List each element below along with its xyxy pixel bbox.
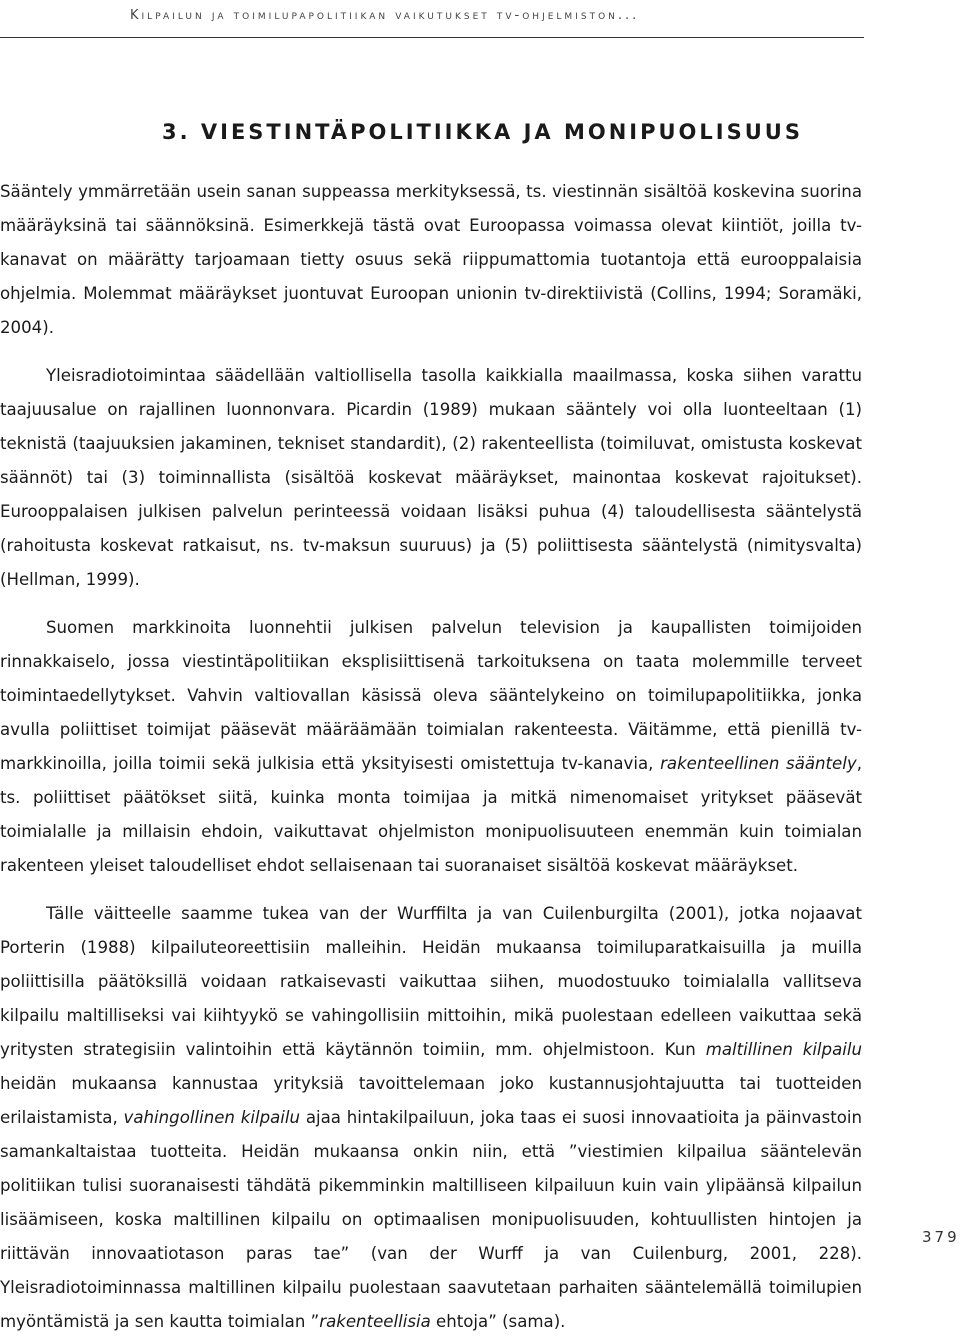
paragraph-1: Sääntely ymmärretään usein sanan suppeassa merkityksessä, ts. viestinnän sisältöä koskevina suorina määräyksinä tai säännöksinä. Esimerkkejä tästä ovat Euroopassa voimassa olevat kiintiöt, joilla tv-kanavat on määrätty tarjoamaan tietty osuus sekä riippumattomia tuotantoja että eurooppalaisia ohjelmia. Molemmat määräykset juontuvat Euroopan unionin tv-direktiivistä (Collins, 1994; Soramäki, 2004). — [0, 182, 862, 337]
paragraph-3-emphasis: rakenteellinen sääntely — [660, 754, 857, 773]
section-title: 3. VIESTINTÄPOLITIIKKA JA MONIPUOLISUUS — [162, 120, 803, 144]
paragraph-4-text-d: ehtoja” (sama). — [430, 1312, 566, 1331]
paragraph-4-emphasis-3: rakenteellisia — [319, 1312, 431, 1331]
paragraph-4-text-c: ajaa hintakilpailuun, joka taas ei suosi innovaatioita ja päinvastoin samankaltaistaa tuotteita. Heidän mukaansa onkin niin, että ”viestimien kilpailua sääntelevän politiikan tulisi suoranaisesti tähdätä pikemminkin maltilliseen kilpailuun kuin vain ylipäänsä kilpailun lisäämiseen, koska maltillinen kilpailu on optimaalisen monipuolisuuden, kohtuullisten hintojen ja riittävän innovaatiotason paras tae” (van der Wurff ja van Cuilenburg, 2001, 228). Yleisradiotoiminnassa maltillinen kilpailu puolestaan saavutetaan parhaiten sääntelemällä toimilupien myöntämistä ja sen kautta toimialan ” — [0, 1108, 863, 1331]
paragraph-4-text-a: Tälle väitteelle saamme tukea van der Wurffilta ja van Cuilenburgilta (2001), jotka nojaavat Porterin (1988) kilpailuteoreettisiin malleihin. Heidän mukaansa toimiluparatkaisuilla ja muilla poliittisilla päätöksillä voidaan ratkaisevasti vaikuttaa siihen, muodostuuko toimialalla vallitseva kilpailu maltilliseksi vai kiihtyykö se vahingollisiin mittoihin, mikä puolestaan edelleen vaikuttaa sekä yritysten strategisiin valintoihin että käytännön toimiin, mm. ohjelmistoon. Kun — [0, 904, 862, 1059]
paragraph-3-text-a: Suomen markkinoita luonnehtii julkisen palvelun television ja kaupallisten toimijoiden rinnakkaiselo, jossa viestintäpolitiikan eksplisiittisenä tarkoituksena on taata molemmille terveet toimintaedellytykset. Vahvin valtiovallan käsissä oleva sääntelykeino on toimilupapolitiikka, jonka avulla poliittiset toimijat pääsevät määräämään toimialan rakenteesta. Väitämme, että pienillä tv-markkinoilla, joilla toimii sekä julkisia että yksityisesti omistettuja tv-kanavia, — [0, 618, 862, 773]
body-text — [0, 175, 862, 1339]
running-head: Kilpailun ja toimilupapolitiikan vaikutukset tv-ohjelmiston... — [0, 4, 864, 38]
paragraph-4-emphasis-2: vahingollinen kilpailu — [123, 1108, 301, 1127]
paragraph-3 — [0, 611, 862, 883]
paragraph-3-text-b: , ts. poliittiset päätökset siitä, kuinka monta toimijaa ja mitkä nimenomaiset yritykset pääsevät toimialalle ja millaisin ehdoin, vaikuttavat ohjelmiston monipuolisuuteen enemmän kuin toimialan rakenteen yleiset taloudelliset ehdot sellaisenaan tai suoranaiset sisältöä koskevat määräykset. — [0, 754, 862, 875]
page-number: 379 — [922, 1228, 960, 1246]
paragraph-4-text-b: heidän mukaansa kannustaa yrityksiä tavoittelemaan joko kustannusjohtajuutta tai tuotteiden erilaistamista, — [0, 1074, 862, 1127]
paragraph-4-emphasis-1: maltillinen kilpailu — [705, 1040, 862, 1059]
paragraph-2: Yleisradiotoimintaa säädellään valtiollisella tasolla kaikkialla maailmassa, koska siihen varattu taajuusalue on rajallinen luonnonvara. Picardin (1989) mukaan sääntely voi olla luonteeltaan (1) teknistä (taajuuksien jakaminen, tekniset standardit), (2) rakenteellista (toimiluvat, omistusta koskevat säännöt) tai (3) toiminnallista (sisältöä koskevat määräykset, mainontaa koskevat rajoitukset). Eurooppalaisen julkisen palvelun perinteessä voidaan lisäksi puhua (4) taloudellisesta sääntelystä (rahoitusta koskevat ratkaisut, ns. tv-maksun suuruus) ja (5) poliittisesta sääntelystä (nimitysvalta) (Hellman, 1999). — [0, 366, 862, 589]
paragraph-4 — [0, 897, 862, 1339]
